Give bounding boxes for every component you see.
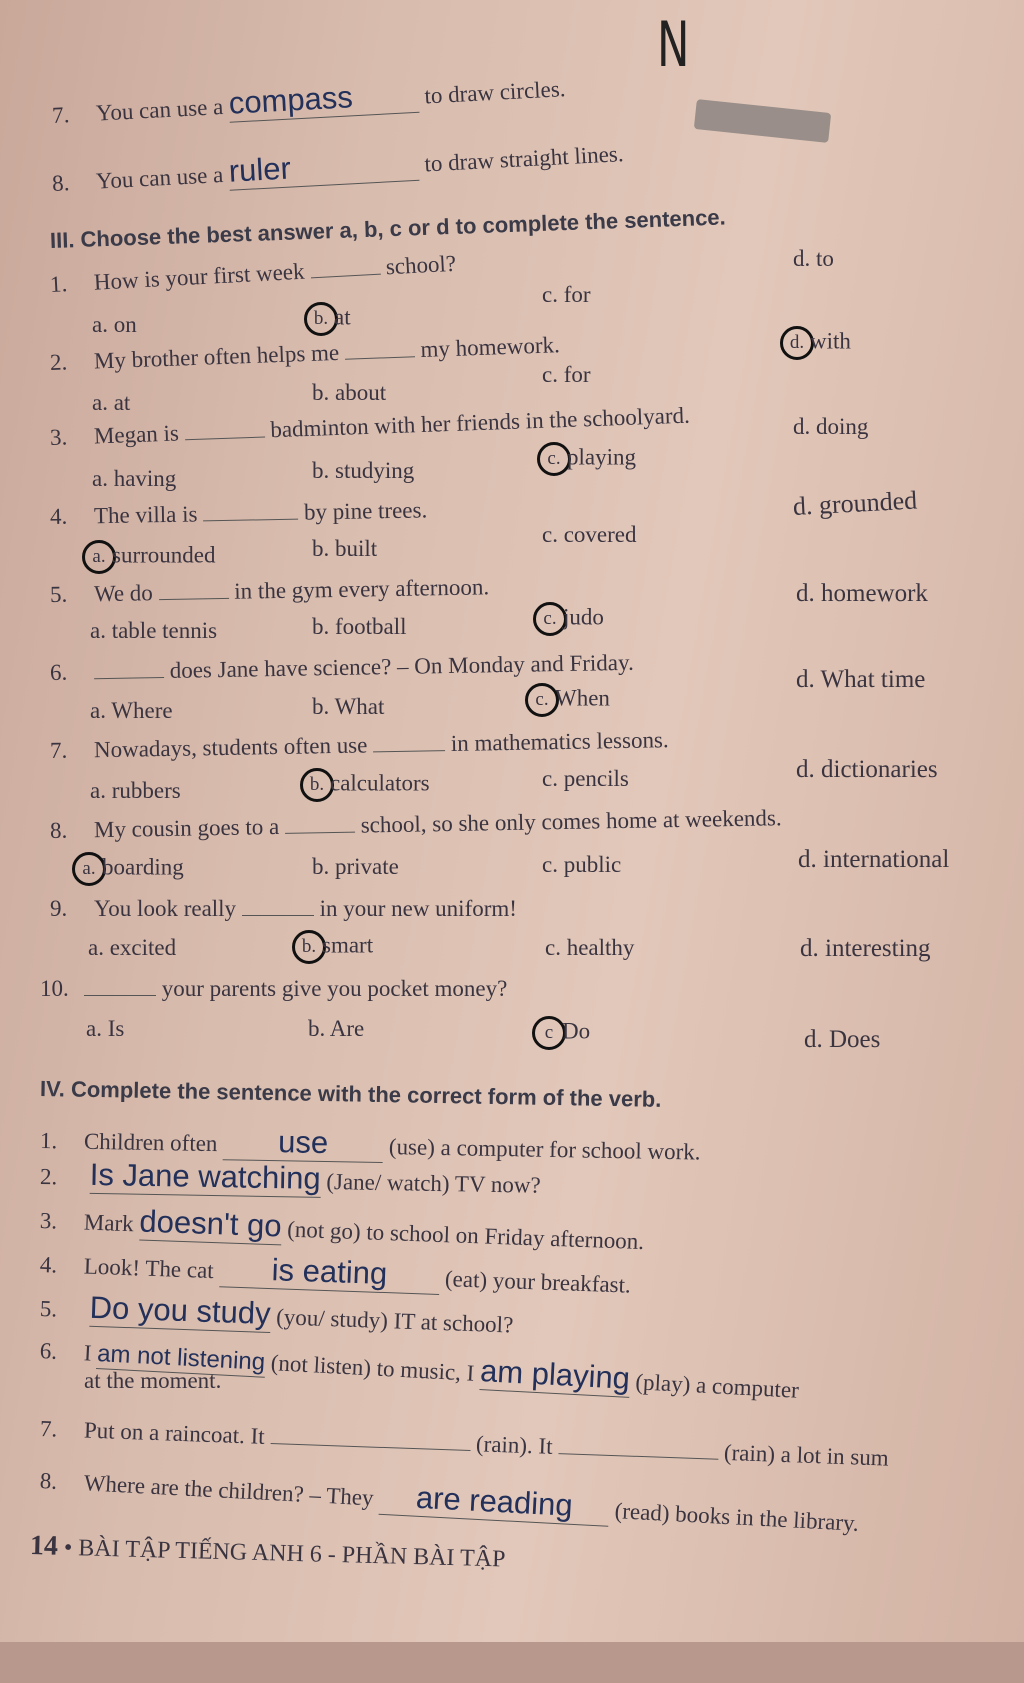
q3-option-a[interactable]: a. having — [92, 466, 177, 491]
iv-item-5: 5. Do you study (you/ study) IT at school? — [39, 1289, 514, 1338]
q7-option-c[interactable]: c. pencils — [542, 766, 629, 791]
circle-mark: d. — [780, 326, 814, 360]
section-4-heading: IV. Complete the sentence with the correct form of the verb. — [39, 1076, 662, 1112]
q5-option-c[interactable]: c. judo — [533, 602, 604, 636]
q9-stem: 9. You look really in your new uniform! — [50, 896, 517, 921]
q7-option-a[interactable]: a. rubbers — [90, 778, 181, 803]
q4-option-b[interactable]: b. built — [312, 536, 378, 561]
answer-3: doesn't go — [138, 1203, 283, 1244]
q4-option-a[interactable]: a. surrounded — [82, 540, 215, 574]
q5-option-a[interactable]: a. table tennis — [90, 618, 218, 643]
q2-option-d[interactable]: d. with — [780, 326, 851, 360]
q3-option-c[interactable]: c. playing — [537, 442, 636, 476]
q1-stem: 1. How is your first week school? — [49, 250, 457, 297]
circle-mark: c — [532, 1016, 566, 1050]
iv-item-4: 4. Look! The cat is eating (eat) your breakfast. — [39, 1252, 632, 1298]
answer-2: Is Jane watching — [89, 1156, 321, 1196]
section-3-heading: III. Choose the best answer a, b, c or d to complete the sentence. — [49, 204, 727, 253]
prev-item-8: 8. You can use a ruler to draw straight lines. — [51, 141, 625, 196]
q10-option-c[interactable]: c Do — [532, 1016, 590, 1050]
teacher-mark: N — [656, 8, 690, 81]
q6-option-c[interactable]: c. When — [525, 683, 610, 717]
iv-item-8: 8. Where are the children? – They are reading (read) books in the library. — [39, 1468, 860, 1536]
q5-stem: 5. We do in the gym every afternoon. — [49, 574, 490, 607]
q2-stem: 2. My brother often helps me my homework. — [49, 332, 561, 375]
q8-option-c[interactable]: c. public — [542, 852, 622, 877]
answer-compass: compass — [227, 79, 354, 121]
q3-stem: 3. Megan is badminton with her friends in the schoolyard. — [49, 402, 691, 450]
prev-item-7: 7. You can use a compass to draw circles. — [51, 76, 567, 128]
page-number: 14 — [29, 1530, 59, 1562]
iv-item-3: 3. Mark doesn't go (not go) to school on Friday afternoon. — [39, 1203, 645, 1255]
q4-option-c[interactable]: c. covered — [542, 522, 637, 547]
page-edge — [0, 1642, 1024, 1683]
q2-option-b[interactable]: b. about — [312, 380, 387, 405]
iv-item-1: 1. Children often use (use) a computer for school work. — [39, 1124, 701, 1165]
circle-mark: a. — [82, 540, 116, 574]
page-footer: 14 • BÀI TẬP TIẾNG ANH 6 - PHẦN BÀI TẬP — [29, 1530, 506, 1573]
q10-stem: 10. your parents give you pocket money? — [40, 976, 508, 1001]
iv-item-7: 7. Put on a raincoat. It (rain). It (rain) a lot in sum — [39, 1416, 890, 1471]
q6-stem: 6. does Jane have science? – On Monday and Friday. — [49, 649, 634, 685]
q1-option-c[interactable]: c. for — [542, 282, 591, 307]
q1-option-a[interactable]: a. on — [92, 312, 137, 337]
q4-stem: 4. The villa is by pine trees. — [49, 497, 428, 529]
circle-mark: b. — [304, 302, 338, 336]
circle-mark: b. — [292, 930, 326, 964]
q8-option-d[interactable]: d. international — [798, 846, 950, 873]
q9-option-a[interactable]: a. excited — [88, 935, 177, 960]
q4-option-d[interactable]: d. grounded — [792, 485, 918, 521]
q7-option-d[interactable]: d. dictionaries — [796, 756, 938, 783]
iv-item-6-line2: at the moment. — [84, 1368, 222, 1393]
q5-option-d[interactable]: d. homework — [796, 580, 928, 607]
q9-option-d[interactable]: d. interesting — [800, 935, 931, 962]
q1-option-d[interactable]: d. to — [793, 246, 834, 271]
q10-option-b[interactable]: b. Are — [308, 1016, 365, 1041]
q2-option-a[interactable]: a. at — [92, 390, 131, 415]
answer-5: Do you study — [89, 1289, 272, 1332]
q3-option-b[interactable]: b. studying — [312, 458, 415, 483]
q7-stem: 7. Nowadays, students often use in mathematics lessons. — [49, 727, 669, 763]
q6-option-a[interactable]: a. Where — [90, 698, 173, 723]
tape-strip — [694, 99, 831, 143]
q9-option-c[interactable]: c. healthy — [545, 935, 635, 960]
q8-option-a[interactable]: a. boarding — [72, 852, 184, 886]
answer-ruler: ruler — [227, 150, 292, 189]
circle-mark: c. — [533, 602, 567, 636]
q6-option-b[interactable]: b. What — [312, 694, 385, 719]
book-title: BÀI TẬP TIẾNG ANH 6 - PHẦN BÀI TẬP — [78, 1535, 506, 1573]
q8-stem: 8. My cousin goes to a school, so she only comes home at weekends. — [49, 805, 782, 843]
q6-option-d[interactable]: d. What time — [796, 666, 926, 693]
iv-item-2: 2. Is Jane watching (Jane/ watch) TV now? — [39, 1156, 541, 1198]
q7-option-b[interactable]: b. calculators — [300, 768, 430, 802]
answer-6a: am not listening — [96, 1340, 266, 1376]
q1-option-b[interactable]: b. at — [304, 302, 351, 336]
answer-6b: am playing — [479, 1353, 631, 1396]
q9-option-b[interactable]: b. smart — [292, 930, 373, 964]
q10-option-a[interactable]: a. Is — [86, 1016, 125, 1041]
answer-8: are reading — [415, 1479, 574, 1523]
circle-mark: c. — [537, 442, 571, 476]
q8-option-b[interactable]: b. private — [312, 854, 399, 879]
circle-mark: a. — [72, 852, 106, 886]
q10-option-d[interactable]: d. Does — [804, 1026, 881, 1053]
circle-mark: c. — [525, 683, 559, 717]
q3-option-d[interactable]: d. doing — [793, 414, 869, 439]
iv-item-6: 6. I am not listening (not listen) to music, I am playing (play) a computer — [39, 1338, 800, 1403]
q5-option-b[interactable]: b. football — [312, 614, 407, 639]
answer-4: is eating — [271, 1252, 388, 1292]
q2-option-c[interactable]: c. for — [542, 362, 591, 387]
circle-mark: b. — [300, 768, 334, 802]
answer-1: use — [277, 1124, 329, 1161]
